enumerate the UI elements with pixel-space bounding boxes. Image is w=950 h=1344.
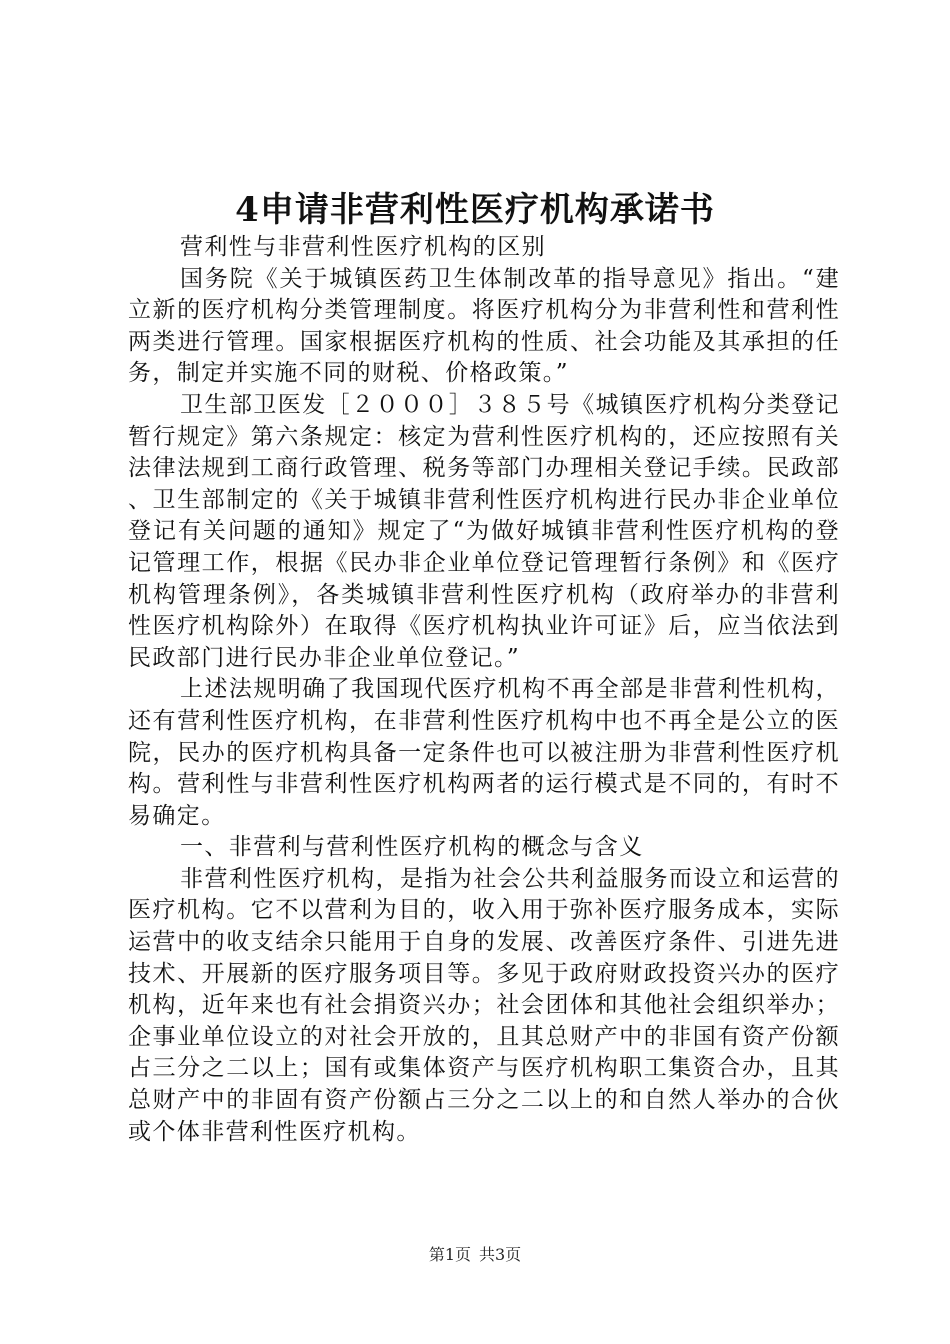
page-number: 第1页: [428, 1245, 471, 1264]
body-paragraph: 卫生部卫医发［２０００］３８５号《城镇医疗机构分类登记暂行规定》第六条规定：核定为营利性医疗机构的，还应按照有关法律法规到工商行政管理、税务等部门办理相关登记手续。民政部、卫生部制定的《关于城镇非营利性医疗机构进行民办非企业单位登记有关问题的通知》规定了“为做好城镇非营利性医疗机构的登记管理工作，根据《民办非企业单位登记管理暂行条例》和《医疗机构管理条例》，各类城镇非营利性医疗机构（政府举办的非营利性医疗机构除外）在取得《医疗机构执业许可证》后，应当依法到民政部门进行民办非企业单位登记。”: [128, 391, 840, 671]
body-paragraph: 非营利性医疗机构，是指为社会公共利益服务而设立和运营的医疗机构。它不以营利为目的，收入用于弥补医疗服务成本，实际运营中的收支结余只能用于自身的发展、改善医疗条件、引进先进技术、开展新的医疗服务项目等。多见于政府财政投资兴办的医疗机构，近年来也有社会捐资兴办；社会团体和其他社会组织举办；企事业单位设立的对社会开放的，且其总财产中的非国有资产份额占三分之二以上；国有或集体资产与医疗机构职工集资合办，且其总财产中的非固有资产份额占三分之二以上的和自然人举办的合伙或个体非营利性医疗机构。: [128, 865, 840, 1145]
body-paragraph: 国务院《关于城镇医药卫生体制改革的指导意见》指出。“建立新的医疗机构分类管理制度。将医疗机构分为非营利性和营利性两类进行管理。国家根据医疗机构的性质、社会功能及其承担的任务，制定并实施不同的财税、价格政策。”: [128, 265, 840, 387]
page-total: 共3页: [479, 1245, 522, 1264]
section-heading-distinction: 营利性与非营利性医疗机构的区别: [180, 234, 546, 260]
body-paragraph: 上述法规明确了我国现代医疗机构不再全部是非营利性机构，还有营利性医疗机构，在非营利性医疗机构中也不再全是公立的医院，民办的医疗机构具备一定条件也可以被注册为非营利性医疗机构。营利性与非营利性医疗机构两者的运行模式是不同的，有时不易确定。: [128, 676, 840, 829]
document-title: 4申请非营利性医疗机构承诺书: [235, 190, 715, 230]
section-heading-concept: 一、非营利与营利性医疗机构的概念与含义: [180, 834, 644, 861]
document-body: [128, 232, 840, 1148]
page-footer: [0, 1244, 950, 1266]
